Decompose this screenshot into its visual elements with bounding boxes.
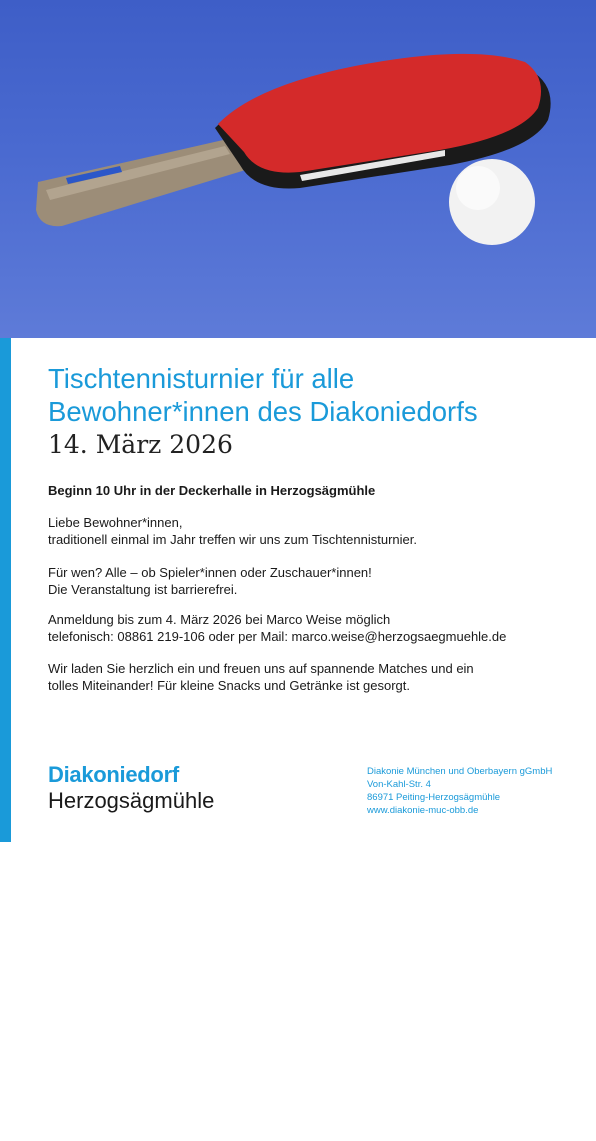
- page-title: [48, 362, 478, 428]
- paragraph-line: tolles Miteinander! Für kleine Snacks und Getränke ist gesorgt.: [48, 677, 411, 693]
- hero-photo: [0, 0, 596, 338]
- logo-diakoniedorf: Diakoniedorf: [48, 762, 179, 787]
- paragraph-line: Für wen? Alle – ob Spieler*innen oder Zuschauer*innen!: [48, 565, 372, 580]
- ball-highlight: [456, 166, 500, 210]
- contact-street: Von-Kahl-Str. 4: [367, 779, 431, 790]
- logo-herzogsaegmuehle: Herzogsägmühle: [48, 788, 215, 813]
- paragraph-line: Liebe Bewohner*innen,: [48, 515, 183, 530]
- paragraph: [48, 565, 578, 598]
- contact-city: 86971 Peiting-Herzogsägmühle: [367, 792, 501, 803]
- image-credit: Bild: pixabay · Druck: WRmachenDRUCK: [7, 1029, 13, 1141]
- paragraph-line: Die Veranstaltung ist barrierefrei.: [48, 581, 238, 597]
- contact-org: Diakonie München und Oberbayern gGmbH: [367, 766, 553, 777]
- paddle-illustration: [0, 0, 596, 338]
- sidebar-stripe: [0, 338, 13, 1141]
- paragraph-line: traditionell einmal im Jahr treffen wir uns zum Tischtennisturnier.: [48, 531, 417, 547]
- contact-website: www.diakonie-muc-obb.de: [367, 805, 479, 816]
- paragraph-line: telefonisch: 08861 219-106 oder per Mail: marco.weise@herzogsaegmuehle.de: [48, 628, 507, 644]
- event-date: 14. März 2026: [48, 430, 233, 459]
- paragraph: [48, 661, 578, 694]
- title-line: Tischtennisturnier für alle: [48, 363, 355, 394]
- paragraph-line: Wir laden Sie herzlich ein und freuen uns auf spannende Matches und ein: [48, 661, 474, 676]
- paragraph: [48, 612, 578, 645]
- contact-block: [367, 765, 552, 817]
- lead-text: Beginn 10 Uhr in der Deckerhalle in Herzogsägmühle: [48, 483, 376, 498]
- paragraph-line: Anmeldung bis zum 4. März 2026 bei Marco Weise möglich: [48, 612, 391, 627]
- paragraph: [48, 515, 578, 548]
- title-line: Bewohner*innen des Diakoniedorfs: [48, 396, 478, 427]
